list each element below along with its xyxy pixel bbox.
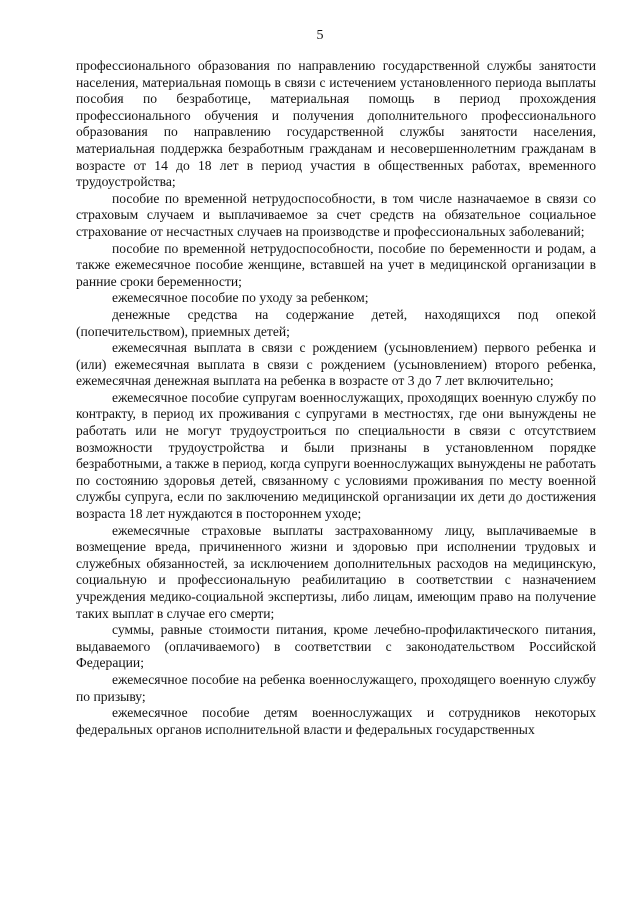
- paragraph: денежные средства на содержание детей, находящихся под опекой (попечительством), приемных детей;: [76, 306, 596, 339]
- page-number: 5: [316, 28, 324, 43]
- paragraph: ежемесячное пособие детям военнослужащих и сотрудников некоторых федеральных органов исполнительной власти и федеральных государственных: [76, 705, 596, 737]
- paragraph: ежемесячные страховые выплаты застрахованному лицу, выплачиваемые в возмещение вреда, причиненного жизни и здоровью при исполнении трудовых и служебных обязанностей, за исключением дополнительных расходов на медицинскую, социальную и профессиональную реабилитацию в соответствии с назначением учреждения медико-социальной экспертизы, либо лицам, имеющим право на получение таких выплат в случае его смерти;: [76, 522, 596, 621]
- paragraph: профессионального образования по направлению государственной службы занятости населения, материальная помощь в связи с истечением установленного периода выплаты пособия по безработице, материальная помощь в период прохождения профессионального обучения и получения дополнительного профессионального образования по направлению государственной службы занятости населения, материальная поддержка безработным гражданам и несовершеннолетним гражданам в возрасте от 14 до 18 лет в период участия в общественных работах, временного трудоустройства;: [76, 58, 596, 190]
- paragraph: ежемесячное пособие супругам военнослужащих, проходящих военную службу по контракту, в период их проживания с супругами в местностях, где они вынуждены не работать или не могут трудоустроиться по специальности в связи с отсутствием возможности трудоустройства и были признаны в установленном порядке безработными, а также в период, когда супруги военнослужащих вынуждены не работать по состоянию здоровья детей, связанному с условиями проживания по месту военной службы супруга, если по заключению медицинской организации их дети до достижения возраста 18 лет нуждаются в постороннем уходе;: [76, 389, 596, 522]
- paragraph: пособие по временной нетрудоспособности, пособие по беременности и родам, а также ежемесячное пособие женщине, вставшей на учет в медицинской организации в ранние сроки беременности;: [76, 240, 596, 289]
- paragraph: ежемесячное пособие на ребенка военнослужащего, проходящего военную службу по призыву;: [76, 671, 596, 704]
- paragraph: ежемесячное пособие по уходу за ребенком;: [112, 290, 369, 306]
- document-body: [76, 58, 596, 738]
- paragraph: пособие по временной нетрудоспособности, в том числе назначаемое в связи со страховым случаем и выплачиваемое за счет средств на обязательное социальное страхование от несчастных случаев на производстве и профессиональных заболеваний;: [76, 190, 596, 239]
- paragraph: суммы, равные стоимости питания, кроме лечебно-профилактического питания, выдаваемого (оплачиваемого) в соответствии с законодательством Российской Федерации;: [76, 622, 596, 671]
- paragraph: ежемесячная выплата в связи с рождением (усыновлением) первого ребенка и (или) ежемесячная выплата в связи с рождением (усыновлением) второго ребенка, ежемесячная денежная выплата на ребенка в возрасте от 3 до 7 лет включительно;: [76, 340, 596, 389]
